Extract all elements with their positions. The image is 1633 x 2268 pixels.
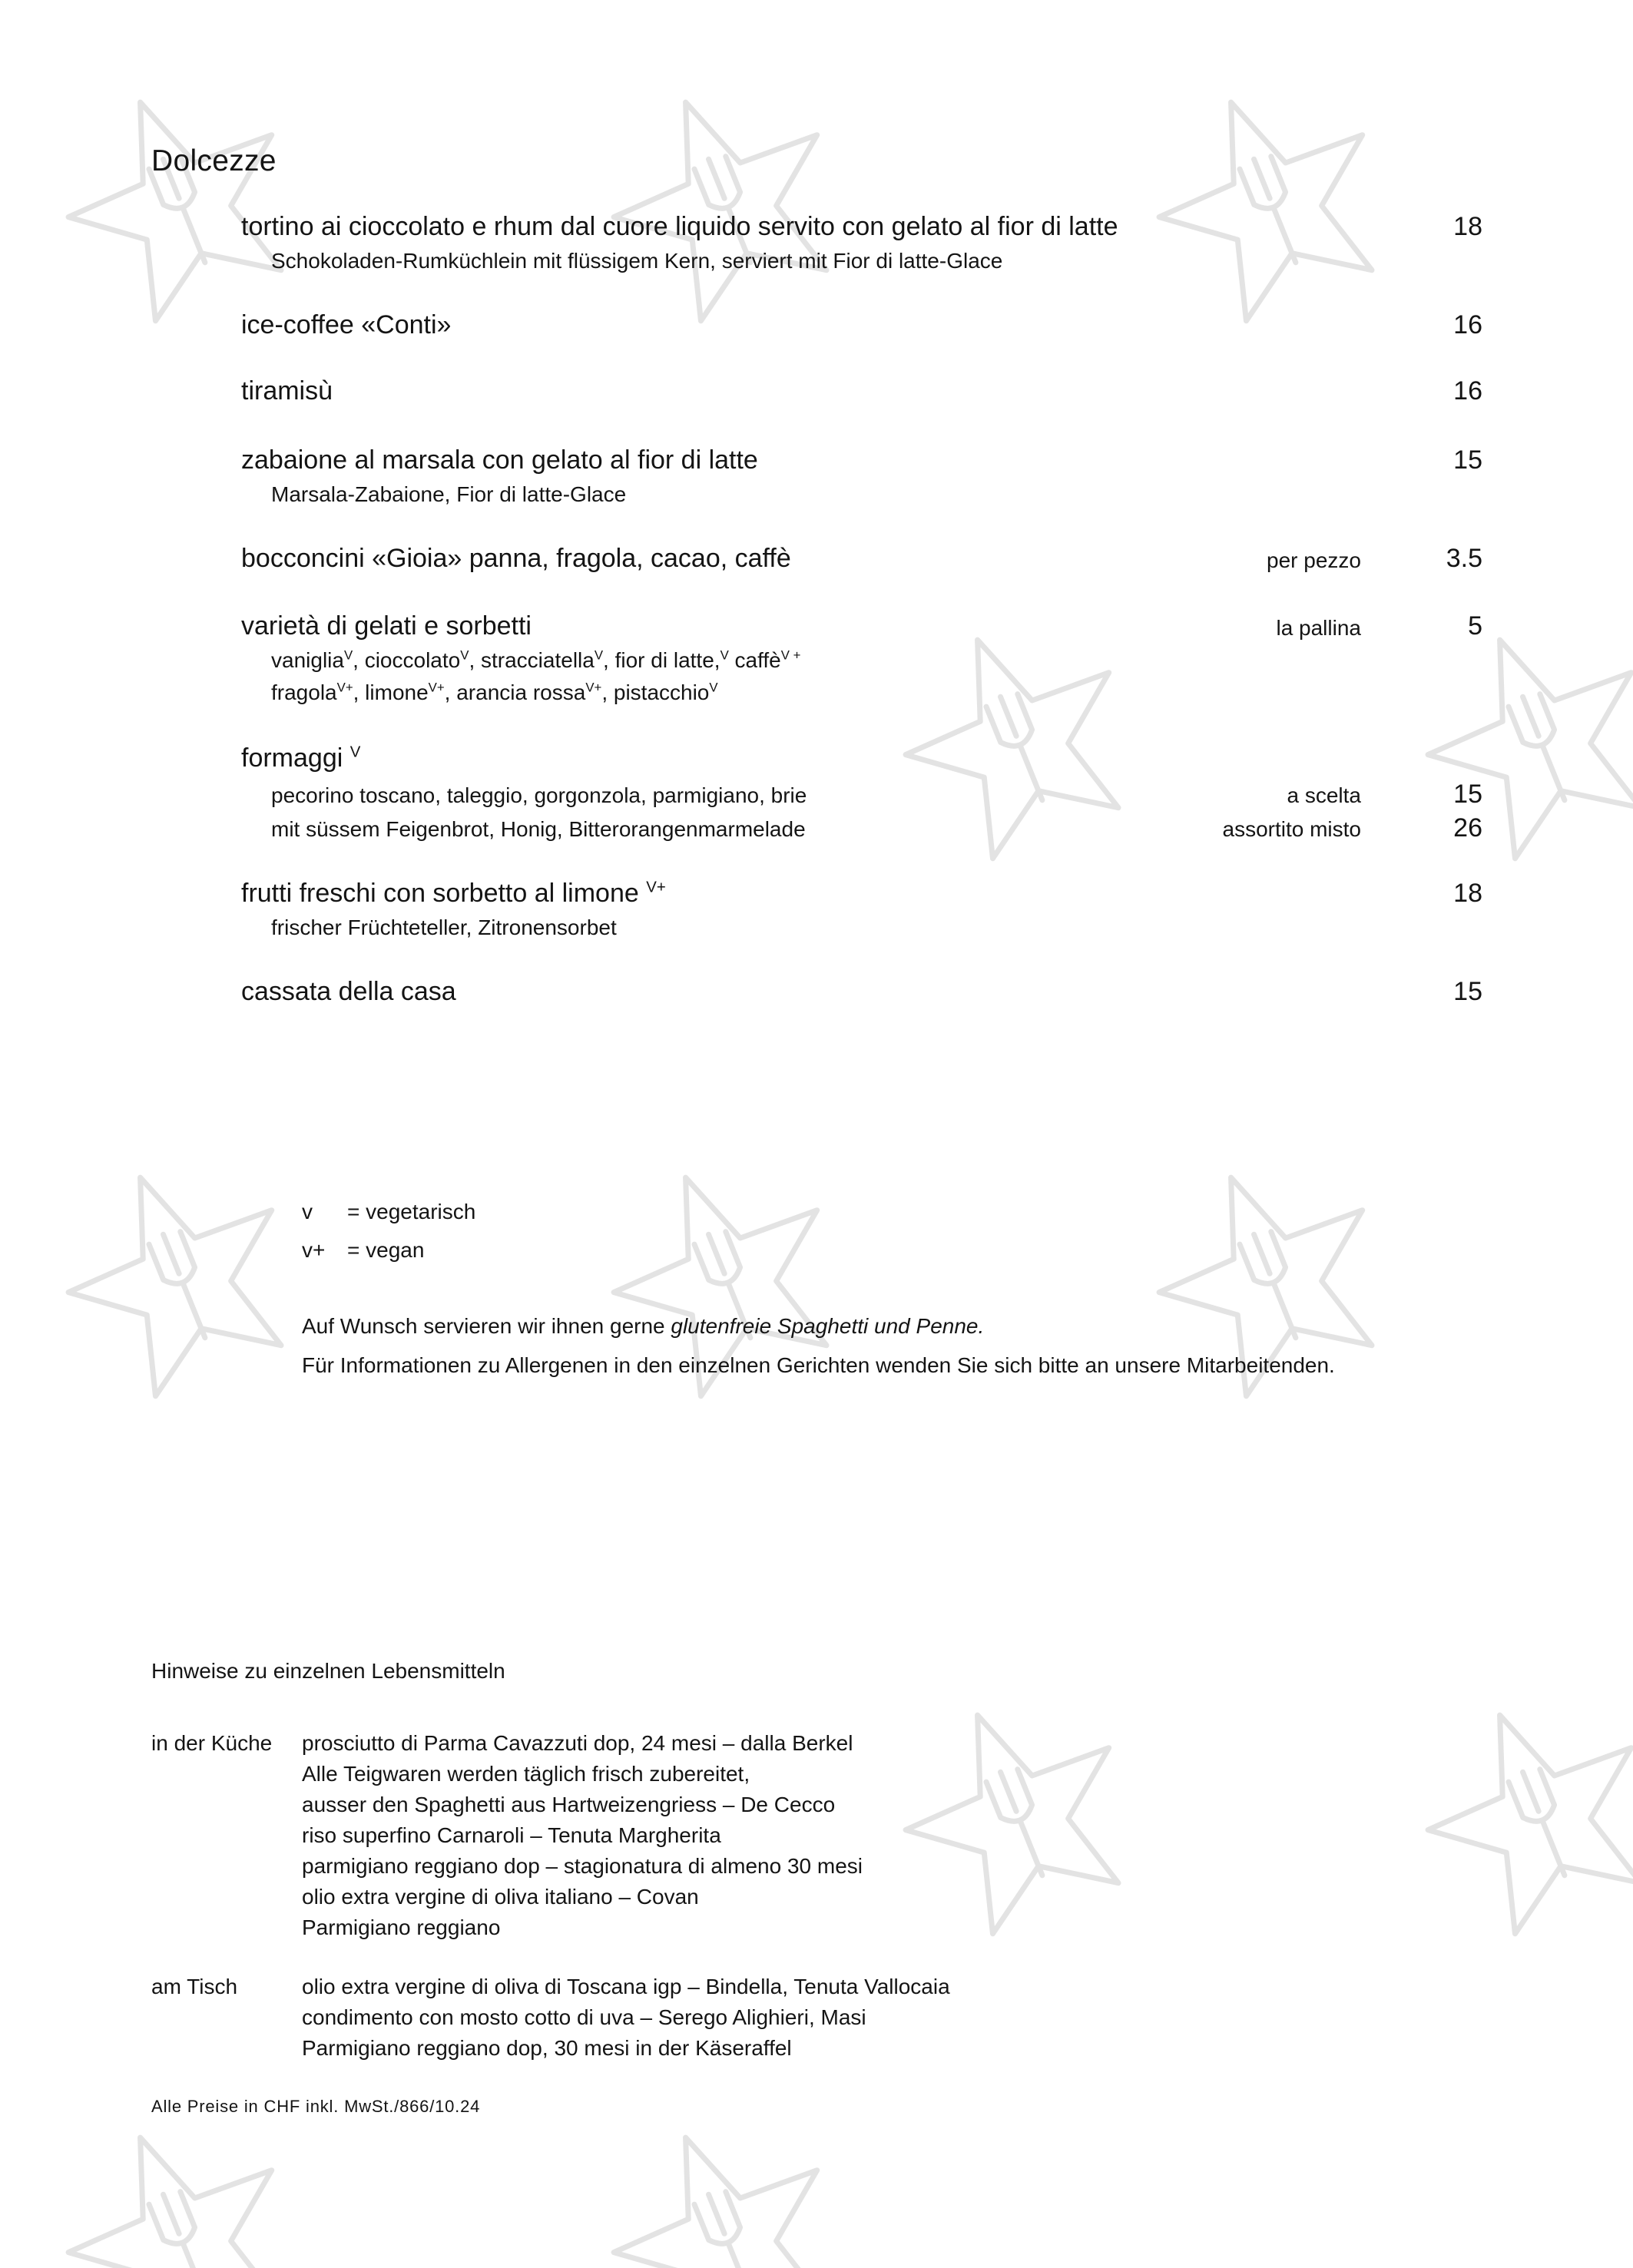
kitchen-source-line: Parmigiano reggiano bbox=[302, 1915, 501, 1939]
watermark-logo bbox=[38, 2097, 320, 2268]
menu-item-translation: frischer Früchteteller, Zitronensorbet bbox=[271, 915, 617, 939]
table-label: am Tisch bbox=[151, 1975, 238, 1998]
menu-item-unit: la pallina bbox=[1276, 616, 1361, 640]
cheese-option-price: 15 bbox=[1453, 780, 1482, 809]
allergen-note: Für Informationen zu Allergenen in den einzelnen Gerichten wenden Sie sich bitte an unsere Mitarbeitenden. bbox=[302, 1353, 1335, 1377]
legend-key: v+ bbox=[302, 1238, 326, 1262]
watermark-logo bbox=[876, 1674, 1157, 1950]
watermark-logo bbox=[584, 2097, 865, 2268]
kitchen-source-line: olio extra vergine di oliva italiano – Covan bbox=[302, 1885, 699, 1909]
menu-item-name: ice-coffee «Conti» bbox=[241, 310, 452, 339]
menu-item-name: cassata della casa bbox=[241, 977, 456, 1006]
vegetarian-mark: V bbox=[349, 743, 361, 761]
watermark-logo bbox=[38, 61, 320, 337]
menu-item-price: 3.5 bbox=[1446, 544, 1482, 573]
menu-item-name: tortino ai cioccolato e rhum dal cuore liquido servito con gelato al fior di latte bbox=[241, 212, 1118, 241]
menu-item-price: 16 bbox=[1453, 310, 1482, 339]
menu-item-price: 15 bbox=[1453, 977, 1482, 1006]
menu-item-name: tiramisù bbox=[241, 376, 333, 406]
menu-item-translation: Marsala-Zabaione, Fior di latte-Glace bbox=[271, 482, 627, 506]
legend-value: = vegan bbox=[347, 1238, 425, 1262]
kitchen-source-line: Alle Teigwaren werden täglich frisch zubereitet, bbox=[302, 1762, 750, 1786]
table-source-line: Parmigiano reggiano dop, 30 mesi in der Käseraffel bbox=[302, 2036, 792, 2060]
menu-item-price: 18 bbox=[1453, 879, 1482, 908]
vegan-mark: V+ bbox=[646, 879, 666, 896]
cheese-option-unit: assortito misto bbox=[1222, 817, 1361, 841]
menu-item-name: varietà di gelati e sorbetti bbox=[241, 611, 532, 641]
menu-item-unit: per pezzo bbox=[1267, 548, 1361, 572]
menu-item-name: frutti freschi con sorbetto al limone $^{V+}$ bbox=[241, 879, 666, 908]
gelati-flavours-line-1: vaniglia$^V$, cioccolato$^V$, stracciatella$^V$, fior di latte,$^V$ caffè$^{V +}$ bbox=[271, 647, 801, 672]
table-source-line: condimento con mosto cotto di uva – Serego Alighieri, Masi bbox=[302, 2005, 866, 2029]
section-title: Dolcezze bbox=[151, 144, 277, 177]
menu-item-price: 5 bbox=[1468, 611, 1482, 641]
price-footer: Alle Preise in CHF inkl. MwSt./866/10.24 bbox=[151, 2097, 481, 2116]
menu-item-name: zabaione al marsala con gelato al fior di latte bbox=[241, 445, 758, 475]
watermark-logo bbox=[584, 61, 865, 337]
kitchen-source-line: riso superfino Carnaroli – Tenuta Margherita bbox=[302, 1823, 721, 1847]
gluten-free-note: Auf Wunsch servieren wir ihnen gerne glutenfreie Spaghetti und Penne. bbox=[302, 1314, 985, 1338]
menu-item-name: formaggi $^V$ bbox=[241, 743, 361, 773]
watermark-logo bbox=[38, 1137, 320, 1412]
table-source-line: olio extra vergine di oliva di Toscana igp – Bindella, Tenuta Vallocaia bbox=[302, 1975, 950, 1998]
menu-item-price: 15 bbox=[1453, 445, 1482, 475]
cheese-option-price: 26 bbox=[1453, 813, 1482, 843]
menu-item-translation: Schokoladen-Rumküchlein mit flüssigem Kern, serviert mit Fior di latte-Glace bbox=[271, 249, 1003, 273]
legend-key: v bbox=[302, 1200, 313, 1223]
cheese-option-desc: pecorino toscano, taleggio, gorgonzola, parmigiano, brie bbox=[271, 783, 807, 807]
sourcing-heading: Hinweise zu einzelnen Lebensmitteln bbox=[151, 1659, 505, 1683]
cheese-option-desc: mit süssem Feigenbrot, Honig, Bitterorangenmarmelade bbox=[271, 817, 806, 841]
kitchen-label: in der Küche bbox=[151, 1731, 273, 1755]
kitchen-source-line: parmigiano reggiano dop – stagionatura di almeno 30 mesi bbox=[302, 1854, 863, 1878]
menu-item-price: 18 bbox=[1453, 212, 1482, 241]
cheese-option-unit: a scelta bbox=[1287, 783, 1361, 807]
kitchen-source-line: prosciutto di Parma Cavazzuti dop, 24 mesi – dalla Berkel bbox=[302, 1731, 853, 1755]
watermark-logo bbox=[1398, 1674, 1633, 1950]
kitchen-source-line: ausser den Spaghetti aus Hartweizengriess – De Cecco bbox=[302, 1793, 836, 1816]
menu-item-price: 16 bbox=[1453, 376, 1482, 406]
watermark-logo bbox=[1129, 61, 1410, 337]
gelati-flavours-line-2: fragola$^{V+}$, limone$^{V+}$, arancia rossa$^{V+}$, pistacchio$^V$ bbox=[271, 680, 718, 704]
legend-value: = vegetarisch bbox=[347, 1200, 476, 1223]
menu-item-name: bocconcini «Gioia» panna, fragola, cacao, caffè bbox=[241, 544, 791, 573]
